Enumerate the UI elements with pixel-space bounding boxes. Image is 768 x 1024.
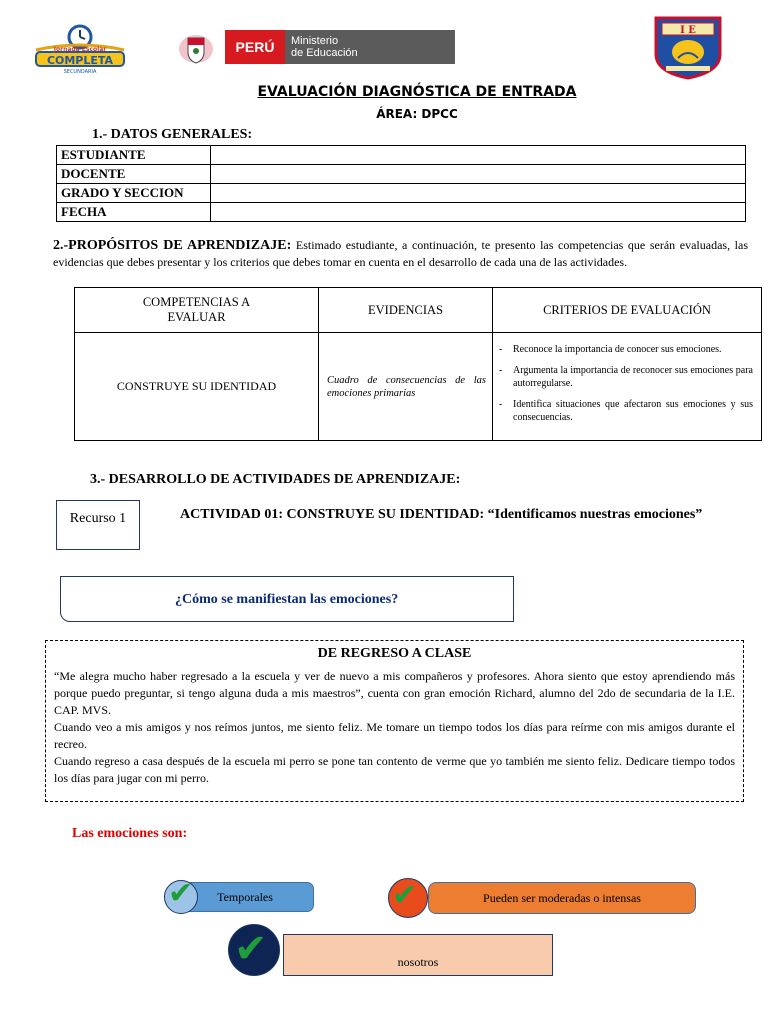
nosotros-box: nosotros	[283, 934, 553, 976]
ministerio-line1: Ministerio	[291, 35, 339, 47]
page-title: EVALUACIÓN DIAGNÓSTICA DE ENTRADA	[257, 84, 577, 100]
table-row	[57, 203, 746, 222]
peru-label: PERÚ	[225, 30, 285, 64]
page-subtitle: ÁREA: DPCC	[376, 107, 458, 121]
evidencias-header: EVIDENCIAS	[319, 288, 493, 333]
docente-field[interactable]	[211, 165, 746, 184]
criterios-list	[493, 341, 761, 424]
fecha-label: FECHA	[57, 203, 211, 222]
datos-generales-heading: 1.- DATOS GENERALES:	[92, 127, 253, 142]
evidencia-text: Cuadro de consecuencias de las emociones primarias	[327, 374, 486, 399]
temporales-box: Temporales	[176, 882, 314, 912]
list-item: - Identifica situaciones que afectaron sus emociones y sus consecuencias.	[499, 398, 753, 424]
table-row	[75, 333, 762, 441]
check-icon: ✔	[392, 878, 418, 913]
competencias-table	[74, 287, 762, 441]
propositos-paragraph	[53, 237, 748, 271]
school-crest-icon	[652, 14, 724, 80]
relato-title: DE REGRESO A CLASE	[317, 646, 472, 661]
criterios-header: CRITERIOS DE EVALUACIÓN	[493, 288, 762, 333]
ministerio-label	[285, 30, 455, 64]
competencias-header: COMPETENCIAS A EVALUAR	[75, 288, 319, 333]
list-item: - Argumenta la importancia de reconocer sus emociones para autorregularse.	[499, 364, 753, 390]
evidencia-cell	[319, 333, 493, 441]
table-row	[57, 165, 746, 184]
pregunta-text: ¿Cómo se manifiestan las emociones?	[175, 592, 399, 607]
logo-secundaria-text: SECUNDARIA	[63, 69, 97, 74]
list-item: - Reconoce la importancia de conocer sus emociones.	[499, 343, 753, 356]
propositos-heading: 2.-PROPÓSITOS DE APRENDIZAJE:	[53, 238, 292, 253]
crest-text: I E	[680, 25, 696, 36]
fecha-field[interactable]	[211, 203, 746, 222]
table-row	[57, 184, 746, 203]
actividad-title: ACTIVIDAD 01: CONSTRUYE SU IDENTIDAD: “Identificamos nuestras emociones”	[180, 507, 703, 522]
peru-shield-icon	[176, 32, 216, 66]
relato-box	[45, 640, 744, 802]
check-icon: ✔	[234, 926, 268, 972]
estudiante-label: ESTUDIANTE	[57, 146, 211, 165]
jornada-escolar-logo	[30, 22, 130, 74]
competencia-cell: CONSTRUYE SU IDENTIDAD	[75, 333, 319, 441]
desarrollo-heading: 3.- DESARROLLO DE ACTIVIDADES DE APRENDIZAJE:	[90, 472, 461, 487]
estudiante-field[interactable]	[211, 146, 746, 165]
relato-paragraph: Cuando veo a mis amigos y nos reímos juntos, me siento feliz. Me tomare un tiempo todos los días para reírme con mis amigos durante el recreo.	[54, 720, 735, 751]
moderadas-intensas-box: Pueden ser moderadas o intensas	[428, 882, 696, 914]
relato-paragraph: Cuando regreso a casa después de la escuela mi perro se pone tan contento de verme que yo también me siento feliz. Dedicare tiempo todos los días para jugar con mi perro.	[54, 754, 735, 785]
ministerio-line2: de Educación	[291, 47, 358, 59]
propositos-text: Estimado estudiante, a continuación, te presento las competencias que serán evaluadas, las evidencias que debes presentar y los criterios que debes tomar en cuenta en el desarrollo de cada una de las actividades.	[53, 238, 748, 269]
docente-label: DOCENTE	[57, 165, 211, 184]
check-icon: ✔	[168, 876, 194, 911]
relato-paragraph: “Me alegra mucho haber regresado a la escuela y ver de nuevo a mis compañeros y profesores. Ahora siento que estoy aprendiendo más porque puedo preguntar, si tengo alguna duda a mis maestros”, cuenta con gran emoción Richard, alumno del 2do de secundaria de la I.E. CAP. MVS.	[54, 669, 735, 717]
grado-seccion-field[interactable]	[211, 184, 746, 203]
table-row	[57, 146, 746, 165]
criterios-cell	[493, 333, 762, 441]
logo-jornada-text: Jornada Escolar	[53, 46, 107, 53]
table-header-row	[75, 288, 762, 333]
recurso-box: Recurso 1	[56, 500, 140, 550]
datos-generales-table	[56, 145, 746, 222]
emociones-heading: Las emociones son:	[72, 826, 188, 841]
pregunta-box	[60, 576, 514, 622]
logo-completa-text: COMPLETA	[46, 54, 114, 67]
grado-seccion-label: GRADO Y SECCION	[57, 184, 211, 203]
ministerio-educacion-banner	[225, 30, 455, 64]
